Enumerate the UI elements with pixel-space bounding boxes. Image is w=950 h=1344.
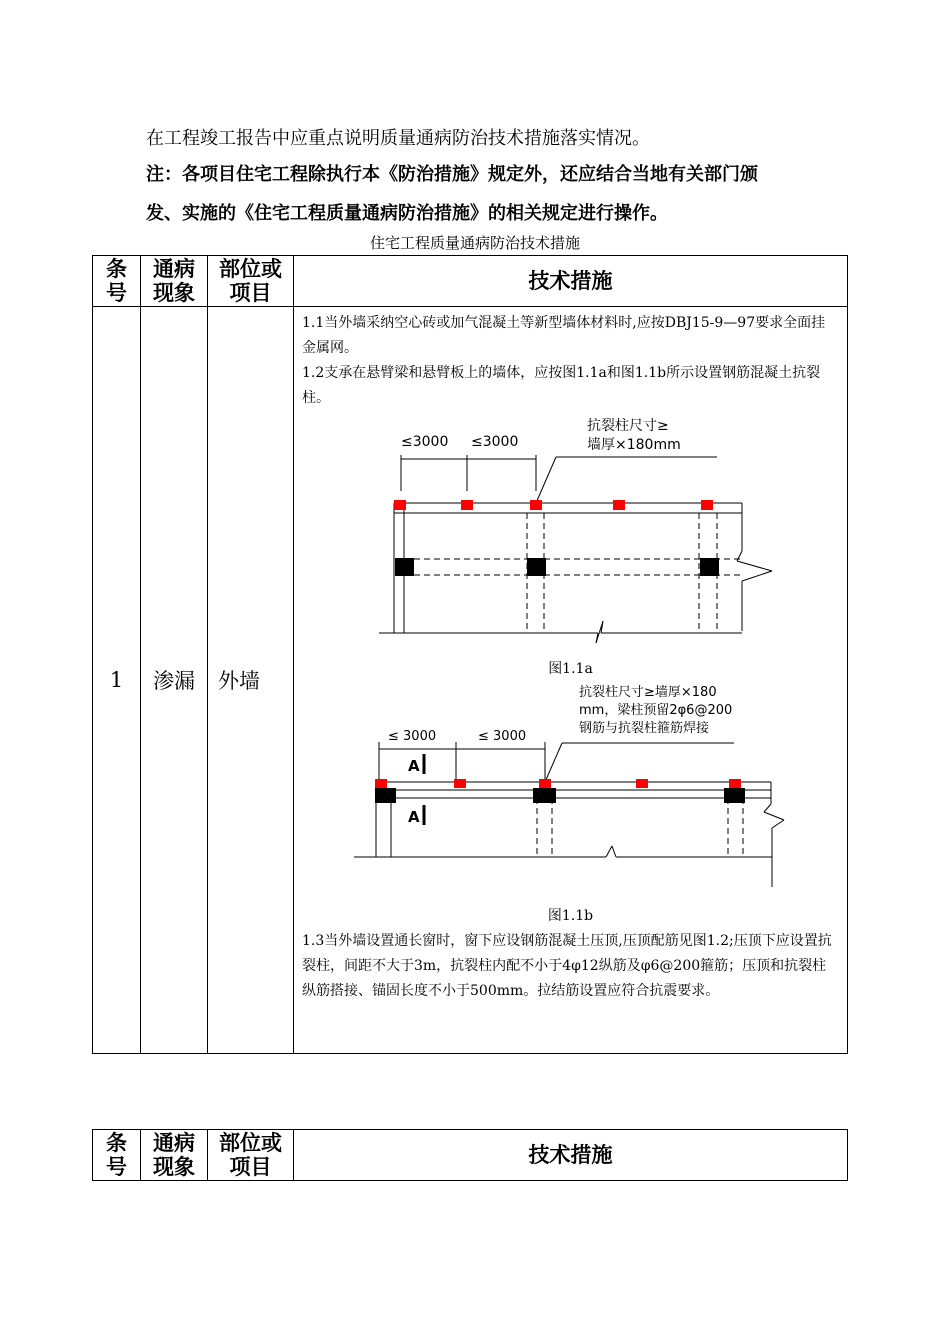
table-row (93, 307, 848, 1054)
fig-a-red-columns (394, 500, 713, 510)
fig-a-note-1: 抗裂柱尺寸≥ (587, 418, 669, 434)
column-marker (729, 779, 741, 788)
header-row (93, 1130, 848, 1181)
note-line-1: 注：各项目住宅工程除执行本《防治措施》规定外，还应结合当地有关部门颁 (146, 164, 758, 185)
fig-a-black-columns (395, 558, 719, 576)
column-marker (701, 500, 713, 510)
header-no: 条 号 (93, 256, 141, 307)
header-no: 条 号 (93, 1130, 141, 1181)
table-caption: 住宅工程质量通病防治技术措施 (369, 234, 580, 252)
fig-b-note-3: 钢筋与抗裂柱箍筋焊接 (579, 721, 710, 736)
row-no: 1 (93, 307, 141, 1054)
fig-b-caption: 图1.1b (547, 908, 594, 924)
fig-b-note-1: 抗裂柱尺寸≥墙厚×180 (579, 685, 717, 700)
column-marker (375, 779, 387, 788)
fig-a-note-2: 墙厚×180mm (587, 437, 681, 453)
measure-1-3: 1.3当外墙设置通长窗时，窗下应设钢筋混凝土压顶,压顶配筋见图1.2;压顶下应设置抗裂柱，间距不大于3m，抗裂柱内配不小于4φ12纵筋及φ6@200箍筋；压顶和抗裂柱纵筋搭接、锚固长度不小于500mm。拉结筋设置应符合抗震要求。 (302, 933, 832, 999)
column-block (700, 558, 719, 576)
header-row (93, 256, 848, 307)
fig-a-dim1: ≤3000 (401, 434, 449, 450)
header-measures: 技术措施 (294, 1130, 848, 1181)
fig-b-section-bottom: A (408, 808, 420, 826)
row-issue: 渗漏 (141, 307, 208, 1054)
figure-1-1b (294, 682, 832, 904)
fig-b-dim1: ≤ 3000 (388, 729, 437, 744)
intro-text: 在工程竣工报告中应重点说明质量通病防治技术措施落实情况。 (146, 128, 650, 149)
row-part: 外墙 (208, 307, 294, 1054)
fig-b-note-2: mm，梁柱预留2φ6@200 (579, 703, 733, 718)
header-issue: 通病 现象 (141, 256, 208, 307)
header-measures: 技术措施 (294, 256, 848, 307)
column-block (724, 788, 745, 803)
note-line-2: 发、实施的《住宅工程质量通病防治措施》的相关规定进行操作。 (146, 203, 668, 224)
column-block (527, 558, 546, 576)
measure-1-1: 1.1当外墙采纳空心砖或加气混凝土等新型墙体材料时,应按DBJ15-9—97要求全面挂金属网。 (302, 315, 826, 356)
header-part: 部位或 项目 (208, 256, 294, 307)
column-block (533, 788, 556, 803)
row-measures (294, 307, 848, 1054)
column-marker (613, 500, 625, 510)
column-marker (394, 500, 406, 510)
fig-a-dim2: ≤3000 (471, 434, 519, 450)
column-marker (636, 779, 648, 788)
fig-b-section-top: A (408, 757, 420, 775)
header-part: 部位或 项目 (208, 1130, 294, 1181)
fig-b-red-columns (375, 779, 741, 788)
header-issue: 通病 现象 (141, 1130, 208, 1181)
figure-1-1a (294, 411, 832, 657)
measure-1-2: 1.2支承在悬臂梁和悬臂板上的墙体，应按图1.1a和图1.1b所示设置钢筋混凝土抗裂柱。 (302, 365, 821, 406)
measures-table-continued (92, 1129, 848, 1181)
column-block (395, 558, 414, 576)
column-marker (461, 500, 473, 510)
column-block (375, 788, 396, 803)
fig-b-dim2: ≤ 3000 (478, 729, 527, 744)
column-marker (530, 500, 542, 510)
column-marker (539, 779, 551, 788)
fig-a-caption: 图1.1a (548, 661, 593, 677)
column-marker (454, 779, 466, 788)
measures-table (92, 255, 848, 1054)
